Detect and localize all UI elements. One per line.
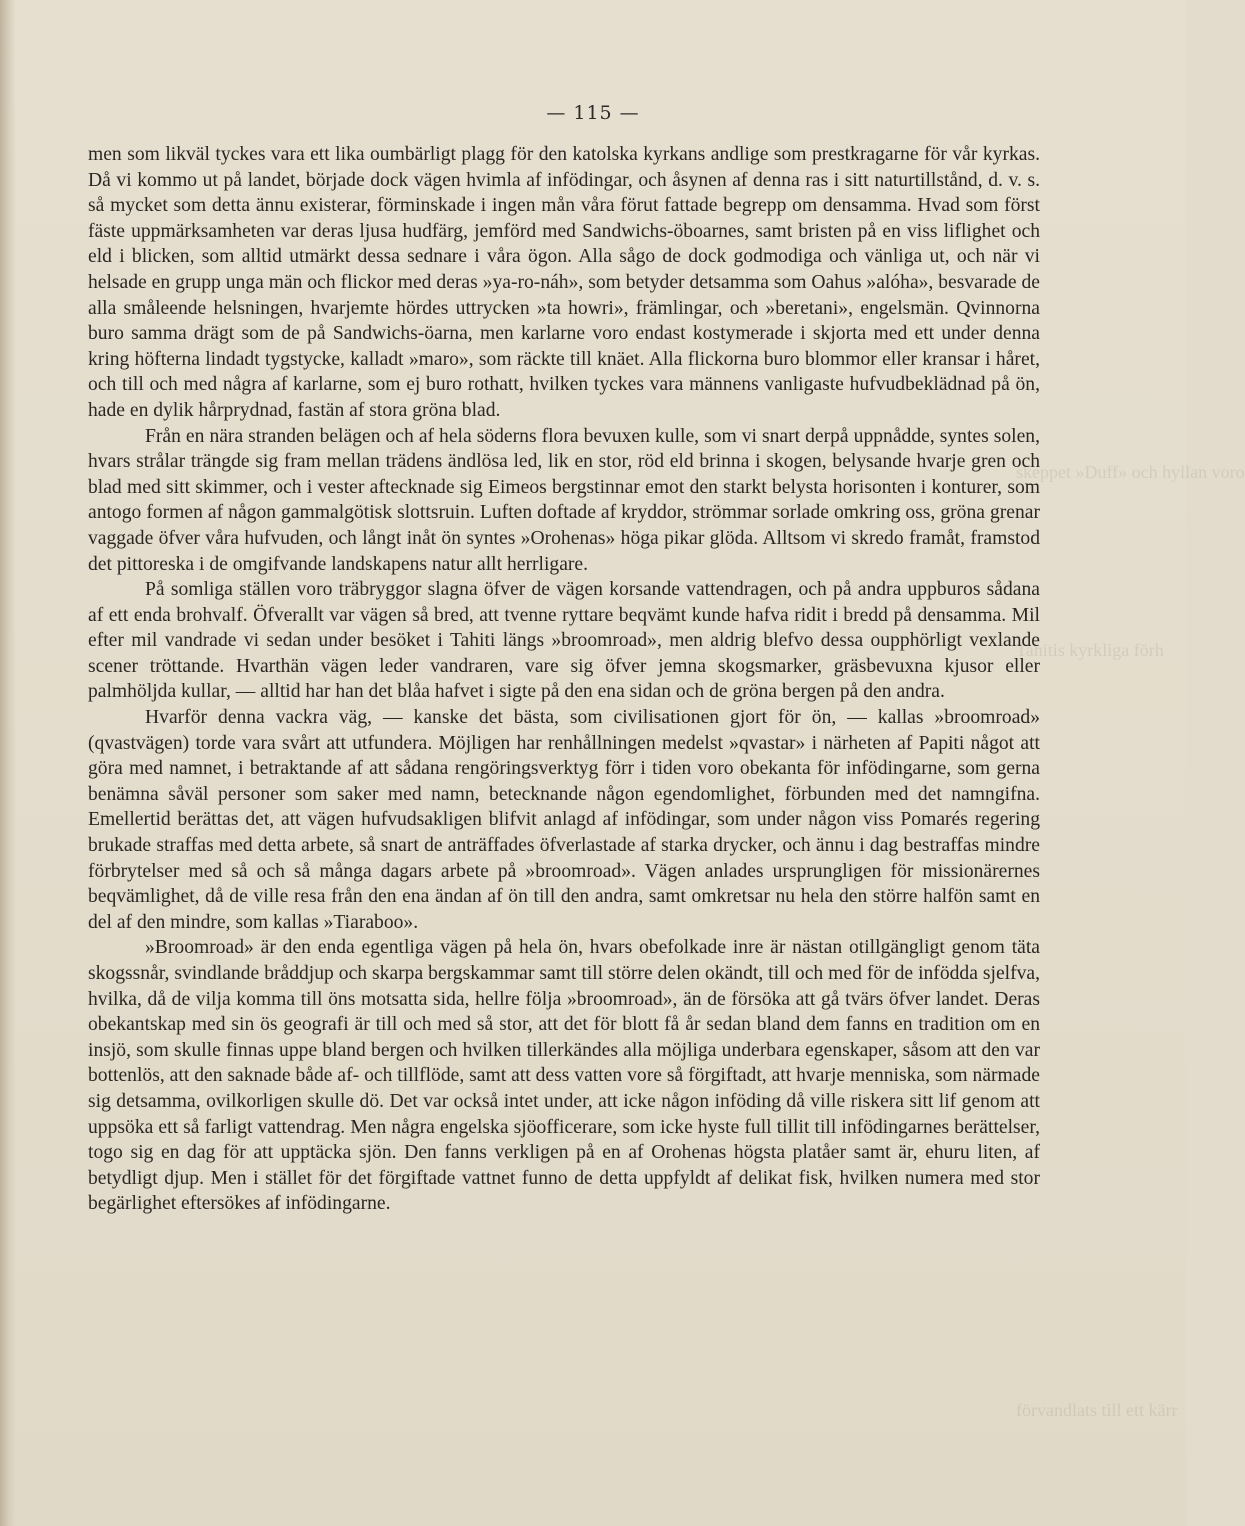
paragraph: På somliga ställen voro träbryggor slagna öfver de vägen korsande vattendragen, och på andra uppburos sådana af ett enda brohvalf. Öfverallt var vägen så bred, att tvenne ryttare beqvämt kunde hafva ridit i bredd på densamma. Mil efter mil vandrade vi sedan under besöket i Tahiti längs »broomroad», men aldrig blefvo dessa oupphörligt vexlande scener tröttande. Hvarthän vägen leder vandraren, vare sig öfver jemna skogsmarker, gräsbevuxna kjusor eller palmhöljda kullar, — alltid har han det blåa hafvet i sigte på den ena sidan och de gröna bergen på den andra. [88, 579, 1040, 703]
bleed-through-text: skeppet »Duff» och hyllan voro [1016, 462, 1245, 482]
page-edge-shadow [0, 0, 16, 1526]
page-number: — 115 — [546, 102, 640, 124]
paragraph: men som likväl tyckes vara ett lika oumbärligt plagg för den katolska kyrkans andlige som prestkragarne för vår kyrkas. Då vi kommo ut på landet, började dock vägen hvimla af infödingar, och åsynen af denna ras i sitt naturtillstånd, d. v. s. så mycket som detta ännu existerar, förminskade i ingen mån våra förut fattade begrepp om densamma. Hvad som först fäste uppmärksamheten var deras ljusa hudfärg, jemförd med Sandwichs-öboarnes, samt bristen på en viss liflighet och eld i blicken, som alltid utmärkt dessa sednare i våra ögon. Alla sågo de dock godmodiga och vänliga ut, och när vi helsade en grupp unga män och flickor med deras »ya-ro-náh», som betyder detsamma som Oahus »alóha», besvarade de alla småleende helsningen, hvarjemte hördes uttrycken »ta howri», främlingar, och »beretani», engelsmän. Qvinnorna buro samma drägt som de på Sandwichs-öarna, men karlarne voro endast kostymerade i skjorta med ett under denna kring höfterna lindadt tygstycke, kalladt »maro», som räckte till knäet. Alla flickorna buro blommor eller kransar i håret, och till och med några af karlarne, som ej buro rothatt, hvilken tyckes vara männens vanligaste hufvudbeklädnad på ön, hade en dylik hårprydnad, fastän af stora gröna blad. [88, 144, 1040, 421]
paragraph: Hvarför denna vackra väg, — kanske det bästa, som civilisationen gjort för ön, — kallas »broomroad» (qvastvägen) torde vara svårt att utfundera. Möjligen har renhållningen medelst »qvastar» i närheten af Papiti något att göra med namnet, i betraktande af att sådana rengöringsverktyg förr i tiden voro obekanta för infödingarne, som gerna benämna såväl personer som saker med namn, betecknande någon egendomlighet, förbunden med det namngifna. Emellertid berättas det, att vägen hufvudsakligen blifvit anlagd af infödingar, som under någon viss Pomarés regering brukade straffas med detta arbete, så snart de anträffades öfverlastade af starka drycker, och ännu i dag bestraffas mindre förbrytelser med så och så många dagars arbete på »broomroad». Vägen anlades ursprungligen för missionärernes beqvämlighet, då de ville resa från den ena ändan af ön till den andra, samt omkretsar nu hela den större halfön samt en del af den mindre, som kallas »Tiaraboo». [88, 707, 1040, 933]
bleed-through-text: förvandlats till ett kärr [1016, 1400, 1178, 1420]
body-text [88, 142, 1040, 1217]
bleed-through-text: Tahitis kyrkliga förh [1016, 640, 1164, 660]
paragraph: »Broomroad» är den enda egentliga vägen på hela ön, hvars obefolkade inre är nästan otillgängligt genom täta skogssnår, svindlande bråddjup och skarpa bergskammar samt till större delen okändt, till och med för de infödda sjelfva, hvilka, då de vilja komma till öns motsatta sida, hellre följa »broomroad», än de försöka att gå tvärs öfver landet. Deras obekantskap med sin ös geografi är till och med så stor, att det för blott få år sedan bland dem fanns en tradition om en insjö, som skulle finnas uppe bland bergen och hvilken tillerkändes alla möjliga underbara egenskaper, såsom att den var bottenlös, att den saknade både af- och tillflöde, samt att dess vatten vore så förgiftadt, att hvarje menniska, som närmade sig detsamma, ovilkorligen skulle dö. Det var också intet under, att icke någon inföding då ville riskera sitt lif genom att uppsöka ett så farligt vattendrag. Men några engelska sjöofficerare, som icke hyste full tillit till infödingarnes berättelser, togo sig en dag för att upptäcka sjön. Den fanns verkligen på en af Orohenas högsta platåer samt är, ehuru liten, af betydligt djup. Men i stället för det förgiftade vattnet funno de detta uppfyldt af delikat fisk, hvilken numera med stor begärlighet eftersökes af infödingarne. [88, 937, 1040, 1215]
paragraph: Från en nära stranden belägen och af hela söderns flora bevuxen kulle, som vi snart derpå uppnådde, syntes solen, hvars strålar trängde sig fram mellan trädens ändlösa led, lik en stor, röd eld brinna i skogen, belysande hvarje gren och blad med sitt skimmer, och i vester aftecknade sig Eimeos bergstinnar emot den starkt belysta horisonten i konturer, som antogo formen af någon gammalgötisk slottsruin. Luften doftade af kryddor, strömmar sorlade omkring oss, gröna grenar vaggade öfver våra hufvuden, och långt inåt ön syntes »Orohenas» höga pikar glöda. Alltsom vi skredo framåt, framstod det pittoreska i de omgifvande landskapens natur allt herrligare. [88, 425, 1040, 575]
